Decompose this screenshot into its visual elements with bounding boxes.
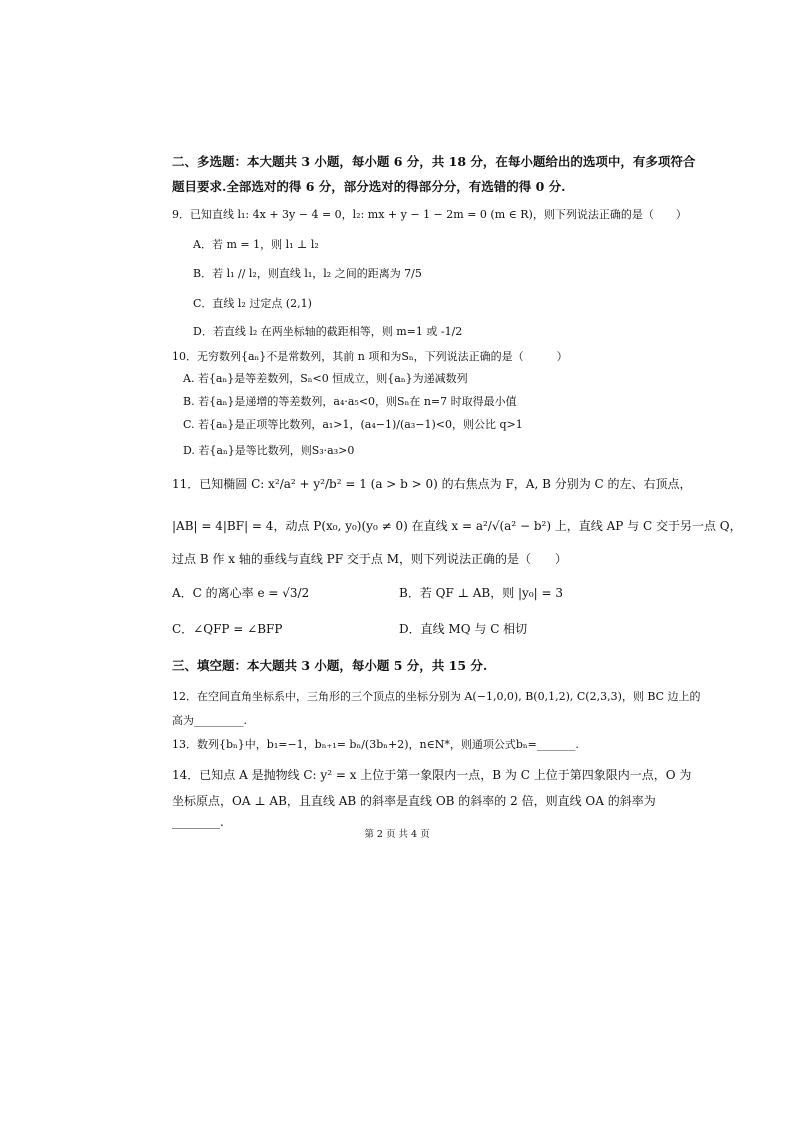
question-11-option-a: A．C 的离心率 e = √3/2 <box>172 586 310 600</box>
question-10-option-c: C. 若{aₙ}是正项等比数列，a₁>1，(a₄−1)/(a₃−1)<0，则公比 q>1 <box>183 418 523 431</box>
section-2-line-2: 题目要求.全部选对的得 6 分，部分选对的得部分分，有选错的得 0 分. <box>172 179 566 194</box>
question-14-line-3: ________. <box>172 815 224 829</box>
question-11-line-1: 11．已知椭圆 C: x²/a² + y²/b² = 1 (a > b > 0) 的右焦点为 F，A, B 分别为 C 的左、右顶点， <box>172 477 692 491</box>
question-9-option-b: B．若 l₁ // l₂，则直线 l₁，l₂ 之间的距离为 7/5 <box>193 267 422 280</box>
question-9-option-a: A．若 m = 1，则 l₁ ⊥ l₂ <box>193 238 319 251</box>
question-10-option-b: B. 若{aₙ}是递增的等差数列，a₄·a₅<0，则Sₙ在 n=7 时取得最小值 <box>183 395 517 408</box>
question-13-line-1: 13．数列{bₙ}中，b₁=−1，bₙ₊₁= bₙ/(3bₙ+2)，n∈N*，则通项公式bₙ=_______. <box>172 738 579 751</box>
question-11-option-d: D．直线 MQ 与 C 相切 <box>399 622 528 636</box>
question-10-option-a: A. 若{aₙ}是等差数列，Sₙ<0 恒成立，则{aₙ}为递减数列 <box>183 372 468 385</box>
question-9-option-c: C．直线 l₂ 过定点 (2,1) <box>193 297 312 310</box>
section-3-line-1: 三、填空题：本大题共 3 小题，每小题 5 分，共 15 分. <box>172 658 488 673</box>
question-9-stem: 9．已知直线 l₁: 4x + 3y − 4 = 0，l₂: mx + y − 1 − 2m = 0 (m ∈ R)，则下列说法正确的是（ ） <box>172 208 687 221</box>
question-14-line-1: 14．已知点 A 是抛物线 C: y² = x 上位于第一象限内一点，B 为 C 上位于第四象限内一点，O 为 <box>172 768 692 782</box>
question-9-option-d: D．若直线 l₂ 在两坐标轴的截距相等，则 m=1 或 -1/2 <box>193 325 463 338</box>
question-11-option-c: C．∠QFP = ∠BFP <box>172 622 283 636</box>
question-14-line-2: 坐标原点，OA ⊥ AB，且直线 AB 的斜率是直线 OB 的斜率的 2 倍，则直线 OA 的斜率为 <box>172 794 656 808</box>
question-11-line-2: |AB| = 4|BF| = 4，动点 P(x₀, y₀)(y₀ ≠ 0) 在直线 x = a²/√(a² − b²) 上，直线 AP 与 C 交于另一点 Q， <box>172 519 742 533</box>
page-footer: 第 2 页 共 4 页 <box>364 829 430 840</box>
question-12-line-2: 高为_________. <box>172 714 247 727</box>
question-12-line-1: 12．在空间直角坐标系中，三角形的三个顶点的坐标分别为 A(−1,0,0), B(0,1,2), C(2,3,3)，则 BC 边上的 <box>172 690 701 703</box>
question-10-option-d: D. 若{aₙ}是等比数列，则S₃·a₃>0 <box>183 444 355 457</box>
question-11-line-3: 过点 B 作 x 轴的垂线与直线 PF 交于点 M，则下列说法正确的是（ ） <box>172 552 567 566</box>
question-10-stem: 10．无穷数列{aₙ}不是常数列，其前 n 项和为Sₙ，下列说法正确的是（ ） <box>172 350 568 363</box>
question-11-option-b: B．若 QF ⊥ AB，则 |y₀| = 3 <box>399 586 564 600</box>
section-2-line-1: 二、多选题：本大题共 3 小题，每小题 6 分，共 18 分，在每小题给出的选项中，有多项符合 <box>172 154 696 169</box>
